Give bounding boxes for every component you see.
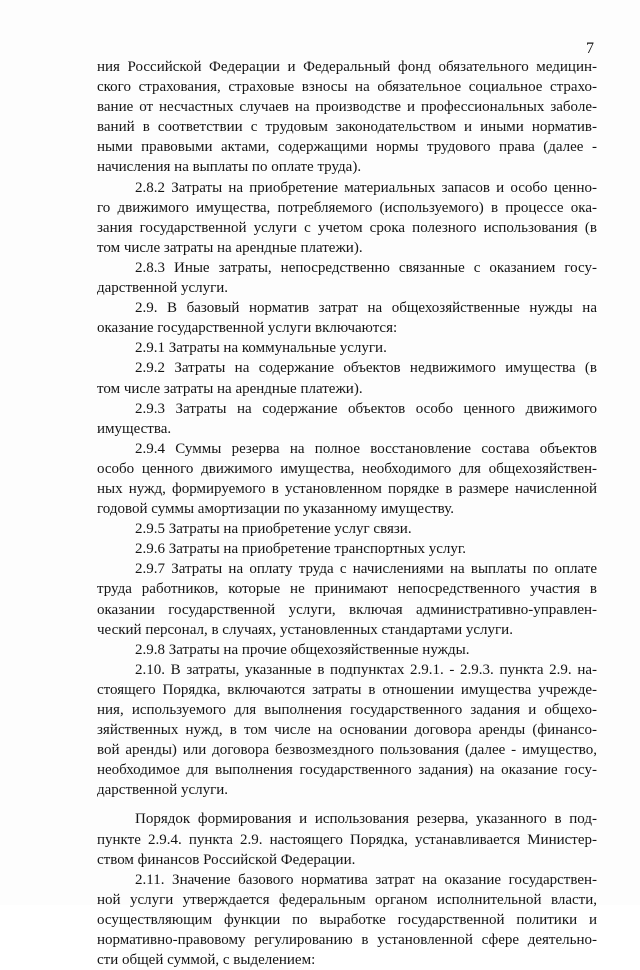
text-line: вой аренды) или договора безвозмездного пользования (далее - имущество, [97,742,597,759]
text-line: труда работников, которые не принимают непосредственного участия в [97,581,597,598]
text-line: 2.10. В затраты, указанные в подпунктах 2.9.1. - 2.9.3. пункта 2.9. на- [135,661,597,678]
text-line: пункте 2.9.4. пункта 2.9. настоящего Порядка, устанавливается Министер- [97,831,597,848]
text-line: годовой суммы амортизации по указанному имуществу. [97,501,454,518]
text-line: стоящего Порядка, включаются затраты в отношении имущества учрежде- [97,681,597,698]
text-line: 2.9.8 Затраты на прочие общехозяйственные нужды. [135,641,470,658]
paragraph-gap [97,800,597,809]
text-line: 2.9.3 Затраты на содержание объектов особо ценного движимого [135,400,597,417]
text-line: сти общей суммой, с выделением: [97,952,316,969]
text-line: начисления на выплаты по оплате труда). [97,159,362,176]
text-line: 2.8.3 Иные затраты, непосредственно связанные с оказанием госу- [135,259,597,276]
text-line: го движимого имущества, потребляемого (используемого) в процессе ока- [97,199,597,216]
text-line: ческий персонал, в случаях, установленных стандартами услуги. [97,621,513,638]
text-line: 2.9. В базовый норматив затрат на общехозяйственные нужды на [135,300,597,317]
text-line: ния Российской Федерации и Федеральный фонд обязательного медицин- [97,59,597,75]
text-line: ных нужд, формируемого в установленном порядке в размере начисленной [97,480,597,497]
text-line: нормативно-правовому регулированию в установленной сфере деятельно- [97,932,597,949]
text-line: 2.9.1 Затраты на коммунальные услуги. [135,340,387,357]
text-line: 2.9.5 Затраты на приобретение услуг связи. [135,521,412,538]
text-line: ваний в соответствии с трудовым законодательством и иными норматив- [97,119,597,136]
text-line: 2.9.4 Суммы резерва на полное восстановление состава объектов [135,440,597,457]
text-line: 2.9.6 Затраты на приобретение транспортных услуг. [135,541,467,558]
text-line: Порядок формирования и использования резерва, указанного в под- [135,811,597,828]
text-line: том числе затраты на арендные платежи). [97,239,363,256]
text-line: особо ценного движимого имущества, необходимого для общехозяйствен- [97,460,597,477]
text-line: зяйственных нужд, в том числе на основании договора аренды (финансо- [97,722,597,739]
text-line: 2.9.7 Затраты на оплату труда с начислениями на выплаты по оплате [135,561,597,578]
text-line: 2.9.2 Затраты на содержание объектов недвижимого имущества (в [135,360,597,377]
text-line: необходимое для выполнения государственного задания) на оказание госу- [97,762,597,779]
text-line: имущества. [97,420,172,437]
text-line: зания государственной услуги с учетом срока полезного использования (в [97,219,597,236]
text-line: ными правовыми актами, содержащими нормы трудового права (далее - [97,139,597,156]
text-line: ского страхования, страховые взносы на обязательное социальное страхо- [97,79,597,96]
text-line: вание от несчастных случаев на производстве и профессиональных заболе- [97,99,597,116]
text-line: 2.8.2 Затраты на приобретение материальных запасов и особо ценно- [135,179,597,196]
page-number: 7 [586,40,595,57]
text-line: ной услуги утверждается федеральным органом исполнительной власти, [97,891,597,908]
text-line: дарственной услуги. [97,782,229,799]
text-line: оказание государственной услуги включаются: [97,320,398,337]
text-line: дарственной услуги. [97,280,229,297]
text-line: осуществляющим функции по выработке государственной политики и [97,911,597,928]
text-line: 2.11. Значение базового норматива затрат на оказание государствен- [135,871,597,888]
text-line: том числе затраты на арендные платежи). [97,380,363,397]
text-line: ством финансов Российской Федерации. [97,851,356,868]
text-line: ния, используемого для выполнения государственного задания и общехо- [97,702,597,718]
document-body [97,57,597,970]
text-line: оказании государственной услуги, включая административно-управлен- [97,601,597,618]
